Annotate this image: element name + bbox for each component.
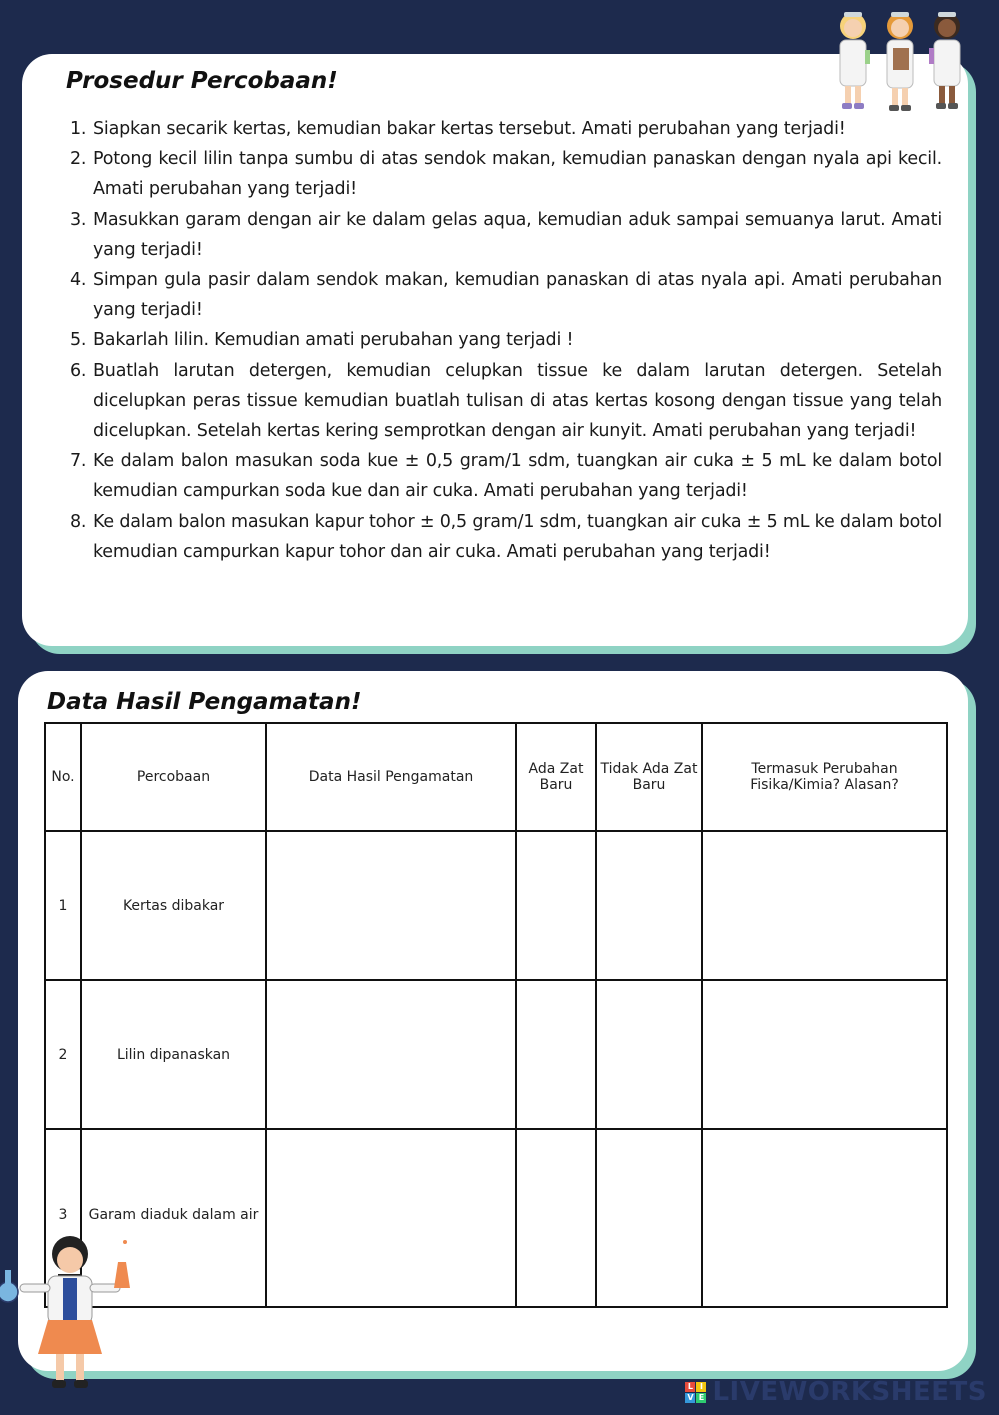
procedure-panel (22, 54, 968, 646)
cell-tidak-ada-zat-baru-input[interactable] (596, 831, 702, 980)
cell-percobaan: Kertas dibakar (81, 831, 266, 980)
cell-ada-zat-baru-input[interactable] (516, 1129, 596, 1307)
liveworksheets-logo-icon: L I V E (685, 1382, 706, 1403)
liveworksheets-watermark (685, 1377, 987, 1407)
scientist-kid-icon (840, 12, 870, 109)
cell-tidak-ada-zat-baru-input[interactable] (596, 980, 702, 1129)
cell-no: 3 (45, 1129, 81, 1307)
cell-percobaan: Lilin dipanaskan (81, 980, 266, 1129)
cell-perubahan-input[interactable] (702, 980, 947, 1129)
procedure-step: 8. Ke dalam balon masukan kapur tohor ± 0,5 gram/1 sdm, tuangkan air cuka ± 5 mL ke dalam botol kemudian campurkan kapur tohor dan air cuka. Amati perubahan yang terjadi! (70, 511, 942, 562)
girl-scientist-illustration (0, 1232, 140, 1397)
procedure-step: 2. Potong kecil lilin tanpa sumbu di atas sendok makan, kemudian panaskan dengan nyala api kecil. Amati perubahan yang terjadi! (70, 149, 942, 200)
cell-perubahan-input[interactable] (702, 1129, 947, 1307)
observation-heading: Data Hasil Pengamatan! (47, 689, 362, 715)
cell-data-hasil-input[interactable] (266, 831, 516, 980)
observation-panel (18, 671, 968, 1371)
column-header-perubahan: Termasuk Perubahan Fisika/Kimia? Alasan? (702, 723, 947, 831)
procedure-step: 5. Bakarlah lilin. Kemudian amati perubahan yang terjadi ! (70, 330, 574, 351)
procedure-step: 3. Masukkan garam dengan air ke dalam gelas aqua, kemudian aduk sampai semuanya larut. Amati yang terjadi! (70, 209, 942, 260)
table-header-row (45, 723, 947, 831)
column-header-percobaan: Percobaan (81, 723, 266, 831)
scientist-kids-illustration (825, 4, 975, 116)
observation-table (44, 722, 948, 1308)
cell-ada-zat-baru-input[interactable] (516, 980, 596, 1129)
procedure-steps-list (70, 114, 942, 567)
cell-data-hasil-input[interactable] (266, 980, 516, 1129)
cell-ada-zat-baru-input[interactable] (516, 831, 596, 980)
cell-perubahan-input[interactable] (702, 831, 947, 980)
cell-data-hasil-input[interactable] (266, 1129, 516, 1307)
column-header-tidak-ada-zat-baru: Tidak Ada Zat Baru (596, 723, 702, 831)
procedure-step: 7. Ke dalam balon masukan soda kue ± 0,5 gram/1 sdm, tuangkan air cuka ± 5 mL ke dalam botol kemudian campurkan soda kue dan air cuka. Amati perubahan yang terjadi! (70, 451, 942, 502)
column-header-no: No. (45, 723, 81, 831)
column-header-ada-zat-baru: Ada Zat Baru (516, 723, 596, 831)
cell-no: 1 (45, 831, 81, 980)
cell-no: 2 (45, 980, 81, 1129)
column-header-data-hasil: Data Hasil Pengamatan (266, 723, 516, 831)
procedure-heading: Prosedur Percobaan! (66, 68, 338, 94)
procedure-step: 1. Siapkan secarik kertas, kemudian bakar kertas tersebut. Amati perubahan yang terjadi! (70, 119, 846, 139)
cell-tidak-ada-zat-baru-input[interactable] (596, 1129, 702, 1307)
procedure-step: 4. Simpan gula pasir dalam sendok makan, kemudian panaskan di atas nyala api. Amati perubahan yang terjadi! (70, 270, 942, 321)
scientist-kid-icon (887, 12, 913, 111)
table-row (45, 831, 947, 980)
table-row (45, 1129, 947, 1307)
table-row (45, 980, 947, 1129)
cell-percobaan: Garam diaduk dalam air (81, 1129, 266, 1307)
procedure-step: 6. Buatlah larutan detergen, kemudian celupkan tissue ke dalam larutan detergen. Setelah dicelupkan peras tissue kemudian buatlah tulisan di atas kertas kosong dengan tissue yang telah dicelupkan. Setelah kertas kering semprotkan dengan air kunyit. Amati perubahan yang terjadi! (70, 360, 942, 442)
watermark-text: LIVEWORKSHEETS (712, 1377, 987, 1407)
scientist-kid-icon (929, 12, 960, 109)
